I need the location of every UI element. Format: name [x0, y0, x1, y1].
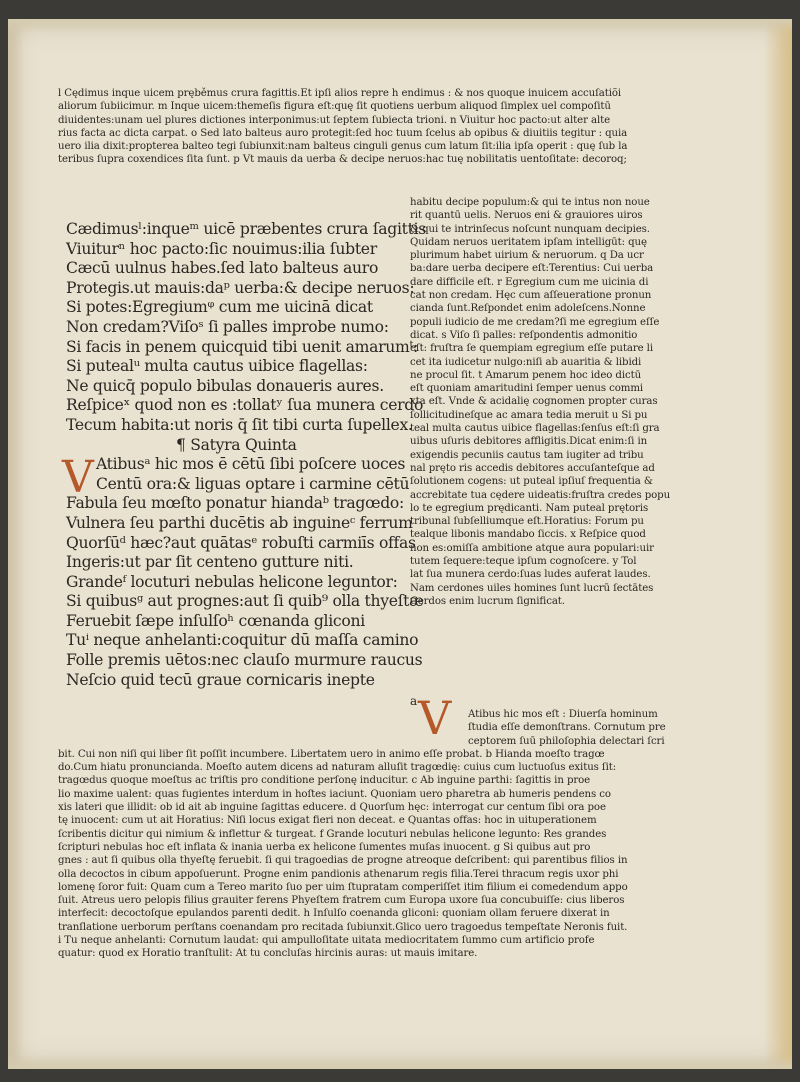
verse-line: Ingeris:ut par ſit centeno gutture niti.: [66, 553, 354, 572]
commentary-line: do.Cum hiatu pronuncianda. Moeſto autem dicens ad naturam alluſit tragœdię: cuius cum luctuoſus exitus ſit:: [58, 762, 617, 774]
verse-initial-letter: V: [62, 452, 94, 503]
verse-line: Cæcū uulnus habes.ſed lato balteus auro: [66, 259, 379, 278]
commentary-line: Cerdos enim lucrum ſignificat.: [410, 595, 565, 607]
commentary-initial-letter: V: [418, 691, 452, 745]
commentary-line: habitu decipe populum:& qui te intus non noue: [410, 197, 650, 208]
commentary-line: lio maxime ualent: quas fugientes interdum in hoſtes iaciunt. Quoniam uero pharetra ab humeris pendens co: [58, 788, 611, 800]
commentary-line: ba:dare uerba decipere eſt:Terentius: Cui uerba: [410, 263, 654, 275]
commentary-line: dare difficile eſt. r Egregium cum me uicinia di: [410, 276, 649, 288]
verse-line: Cædimusˡ:inqueᵐ uicē præbentes crura ſagittis: [66, 220, 426, 238]
verse-line: Neſcio quid tecū graue cornicaris inepte: [66, 670, 375, 689]
bottom-initial-guide-letter: a: [410, 694, 418, 708]
verse-line: Quorſūᵈ hæc?aut quātasᵉ robuſti carmiīs offas: [66, 533, 416, 552]
verse-line: Si putealᵘ multa cautus uibice flagellas:: [66, 357, 368, 376]
page-edge-left: [8, 19, 24, 1069]
verse-line: Folle premis uētos:nec clauſo murmure raucus: [66, 651, 423, 670]
verse-line: Feruebit ſæpe inſulſoʰ cœnanda gliconi: [66, 611, 365, 630]
commentary-line: lomenę ſoror fuit: Quam cum a Tereo marito ſuo per uim ſtupratam comperiſſet itim filium ei comedendum appo: [58, 881, 628, 893]
commentary-line: uibus uſuris debitores affligitis.Dicat enim:ſi in: [410, 436, 648, 448]
commentary-line: xis lateri que illidit: ob id ait ab inguine ſagittas educere. d Quorſum hęc: interrogat cur centum ſibi ora poe: [58, 802, 606, 814]
verse-line: Si quibusᵍ aut prognes:aut ſi quib⁹ olla thyeſtæ: [66, 592, 424, 611]
commentary-line: tribunal ſubſelliumque eſt.Horatius: Forum pu: [410, 516, 644, 528]
verse-line: Viuiturⁿ hoc pacto:ſic nouimus:ilia ſubter: [66, 239, 377, 258]
commentary-line: cianda ſunt.Reſpondet enim adoleſcens.Nonne: [410, 303, 646, 315]
commentary-line: tranſlatione uerborum perſtans coenandam pro recitada ſubiunxit.Glico uero tragoedus tempeſtate Neronis fuit.: [58, 921, 628, 933]
commentary-line: exigendis pecuniis cautus tam iugiter ad tribu: [410, 449, 644, 461]
verse-line: Tuⁱ neque anhelanti:coquitur dū maſſa camino: [66, 631, 419, 650]
commentary-line: Atibus hic mos eſt : Diuerſa hominum: [468, 709, 658, 720]
verse-line: Non credam?Viſoˢ ſi palles improbe numo:: [66, 317, 389, 336]
verse-line: Tecum habita:ut noris q̄ ſit tibi curta ſupellex.: [66, 415, 413, 434]
commentary-line: gnes : aut ſi quibus olla thyeſtę feruebit. ſi qui tragoedias de progne atreoque deſcribent: qui parentibus filios in: [58, 855, 628, 867]
verse-line: Fabula ſeu mœſto ponatur hiandaᵇ tragœdo:: [66, 494, 404, 513]
commentary-line: non es:omiſſa ambitione atque aura populari:uir: [410, 542, 654, 554]
commentary-line: quatur: quod ex Horatio tranſtulit: At tu concluſas hircinis auras: ut mauis imitare.: [58, 948, 478, 960]
commentary-line: ſollicitudineſque ac amara tedia meruit u Si pu: [410, 409, 648, 421]
top-commentary: [58, 87, 698, 167]
commentary-line: & qui te intrinſecus noſcunt nunquam decipies.: [410, 223, 650, 235]
verse-line: Centū ora:& liguas optare i carmine cētū: [96, 474, 410, 493]
commentary-line: cet ita iudicetur nulgo:niſi ab auaritia & libidi: [410, 356, 642, 368]
commentary-line: teal multa cautus uibice flagellas:ſenſus eſt:ſi gra: [410, 423, 660, 435]
commentary-line: tragœdus quoque moeſtus ac triſtis pro conditione perſonę inducitur. c Ab inguine parthi: ſagittis in proe: [58, 775, 591, 787]
commentary-line: ſcribentis dicitur qui nimium & inflettur & turgeat. f Grande locuturi nebulas helicone legunto: Res grandes: [58, 828, 607, 840]
verse-line: Reſpiceˣ quod non es :tollatʸ ſua munera cerdo: [66, 396, 424, 415]
verse-line: Protegis.ut mauis:daᵖ uerba:& decipe neruos:: [66, 278, 415, 297]
commentary-line: diuidentes:unam uel plures dictiones interponimus:ut ſeptem ſubiecta trioni. n Viuitur hoc pacto:ut alter alte: [58, 114, 611, 126]
commentary-line: teribus ſupra coxendices ſita ſunt. p Vt mauis da uerba & decipe neruos:hac tuę nobilitatis uentoſitate: decoroq;: [58, 154, 627, 166]
section-heading: ¶ Satyra Quinta: [176, 435, 297, 454]
verse-block: [66, 220, 426, 690]
commentary-line: eſt quoniam amaritudini ſemper uenus commi: [410, 383, 644, 395]
commentary-line: xta eſt. Vnde & acidalię cognomen propter curas: [410, 396, 658, 408]
commentary-line: eſt: fruſtra ſe quempiam egregium eſſe putare li: [410, 343, 654, 355]
commentary-line: tealque libonis mandabo ſiccis. x Reſpice quod: [410, 529, 646, 541]
commentary-line: ceptorem ſuū philoſophia delectari ſcri: [468, 735, 665, 747]
commentary-line: nal pręto ris accedis debitores accuſanteſque ad: [410, 462, 655, 474]
page-edge-right: [764, 19, 792, 1069]
commentary-line: ſolutionem cogens: ut puteal ipſiuſ frequentia &: [410, 476, 653, 488]
commentary-line: l Cędimus inque uicem pręběmus crura fagittis.Et ipſi alios repre h endimus : & nos quoque inuicem accuſatiõi: [58, 88, 622, 99]
right-commentary: [410, 196, 710, 608]
commentary-line: Nam cerdones uiles homines ſunt lucrū ſectātes: [410, 582, 654, 594]
commentary-line: Quidam neruos ueritatem ipſam intelligūt: quę: [410, 236, 647, 248]
commentary-line: lo te egregium prędicanti. Nam puteal prętoris: [410, 502, 649, 514]
commentary-line: cat non credam. Hęc cum aſſeueratione pronun: [410, 290, 652, 302]
commentary-line: tę inuocent: cum ut ait Horatius: Niſi locus exigat fieri non deceat. e Quantas offas: hoc in uituperationem: [58, 815, 597, 827]
verse-line: Si facis in penem quicquid tibi uenit amarumᵗ:: [66, 337, 418, 356]
commentary-line: i Tu neque anhelanti: Cornutum laudat: qui ampulloſitate uitata mediocritatem ſummo cum artificio profe: [58, 935, 595, 947]
commentary-line: lat ſua munera cerdo:ſuas ludes auferat laudes.: [410, 569, 651, 581]
page-edge-bottom: [8, 1055, 792, 1069]
commentary-line: dicat. s Viſo ſi palles: reſpondentis admonitio: [410, 329, 638, 341]
verse-line: Ne quicq̄ populo bibulas donaueris aures.: [66, 376, 384, 395]
commentary-line: interfecit: decoctoſque epulandos parenti dedit. h Inſulſo coenanda gliconi: quoniam ollam feruere dixerat in: [58, 908, 610, 920]
commentary-line: uero ilia dixit:propterea balteo tegi ſubiunxit:nam balteus cinguli genus cum latum ſit:ilia ipſa operit : quę ſub la: [58, 141, 628, 153]
commentary-line: populi iudicio de me credam?ſi me egregium eſſe: [410, 316, 660, 328]
commentary-line: ne procul ſit. t Amarum penem hoc ideo dictū: [410, 369, 642, 381]
page-edge-top: [8, 19, 792, 33]
commentary-line: plurimum habet uirium & neruorum. q Da ucr: [410, 250, 644, 262]
commentary-line: rius facta ac dicta carpat. o Sed lato balteus auro protegit:ſed hoc tuum ſcelus ab opibus & diuitiis tegitur : quia: [58, 127, 628, 139]
commentary-line: ſtudia eſſe demonſtrans. Cornutum pre: [468, 722, 666, 734]
commentary-line: bit. Cui non niſi qui liber ſit poſſit incumbere. Libertatem uero in animo eſſe probat. b Hianda moeſto tragœ: [58, 748, 605, 760]
verse-line: Vulnera ſeu parthi ducētis ab inguineᶜ ferrum: [66, 513, 413, 532]
commentary-line: ſcripturi nebulas hoc eſt inflata & inania uerba ex helicone ſumentes muſas inuocent. g Si quibus aut pro: [58, 841, 591, 853]
verse-line: Atibusᵃ hic mos ē cētū ſibi poſcere uoces: [96, 455, 406, 474]
commentary-line: olla decoctos in cibum appoſuerunt. Progne enim pandionis athenarum regis filia.Terei thracum regis uxor phi: [58, 868, 619, 880]
commentary-line: ſuit. Atreus uero pelopis filius grauiter ferens Phyeſtem fratrem cum Europa uxore ſua concubuiſſe: cius liberos: [58, 895, 625, 907]
commentary-line: aliorum ſubiicimur. m Inque uicem:themeſis figura eſt:quę ſit quotiens uerbum aliquod ſimplex uel compoſitū: [58, 101, 611, 113]
commentary-line: accrebitate tua cędere uideatis:fruſtra credes popu: [410, 489, 671, 501]
bottom-commentary: [58, 708, 708, 961]
verse-line: Grandeᶠ locuturi nebulas helicone leguntor:: [66, 572, 398, 591]
verse-line: Si potes:Egregiumᵠ cum me uicinā dicat: [66, 298, 373, 317]
commentary-line: rit quantū uelis. Neruos eni & grauiores uiros: [410, 210, 643, 222]
commentary-line: tutem ſequere:teque ipſum cognoſcere. y Tol: [410, 556, 637, 568]
